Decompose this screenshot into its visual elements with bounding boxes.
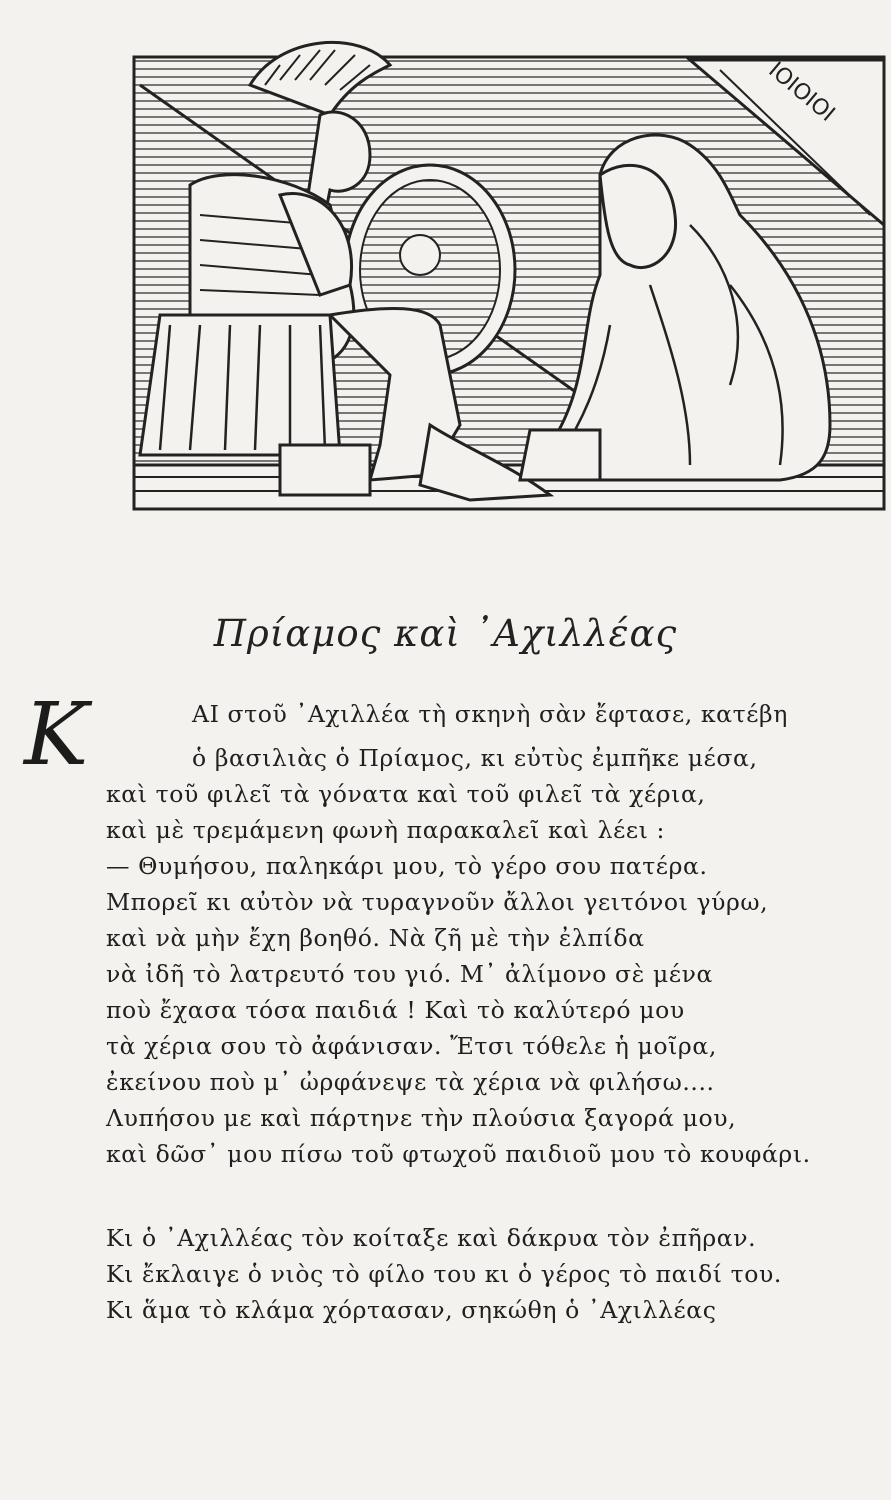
poem-line: ἐκείνου ποὺ μ᾿ ὠρφάνεψε τὰ χέρια νὰ φιλήσω.... — [106, 1068, 715, 1096]
poem-line: Μπορεῖ κι αὐτὸν νὰ τυραγνοῦν ἄλλοι γειτόνοι γύρω, — [106, 888, 769, 916]
drop-cap: Κ — [24, 685, 89, 785]
poem-line: Λυπήσου με καὶ πάρτηνε τὴν πλούσια ξαγορά μου, — [106, 1104, 737, 1132]
poem-line: καὶ μὲ τρεμάμενη φωνὴ παρακαλεῖ καὶ λέει : — [106, 816, 666, 844]
poem-line: τὰ χέρια σου τὸ ἀφάνισαν. Ἔτσι τόθελε ἡ μοῖρα, — [106, 1032, 717, 1060]
poem-line: ποὺ ἔχασα τόσα παιδιά ! Καὶ τὸ καλύτερό μου — [106, 996, 685, 1024]
poem-line: καὶ νὰ μὴν ἔχη βοηθό. Νὰ ζῆ μὲ τὴν ἐλπίδα — [106, 924, 645, 952]
poem-line: Κι ἅμα τὸ κλάμα χόρτασαν, σηκώθη ὁ ᾿Αχιλλέας — [106, 1296, 717, 1324]
achilles-priam-drawing — [130, 25, 890, 515]
poem-line: Κι ἔκλαιγε ὁ νιὸς τὸ φίλο του κι ὁ γέρος τὸ παιδί του. — [106, 1260, 782, 1288]
poem-line: νὰ ἰδῆ τὸ λατρευτό του γιό. Μ᾿ ἀλίμονο σὲ μένα — [106, 960, 713, 988]
poem-line: καὶ τοῦ φιλεῖ τὰ γόνατα καὶ τοῦ φιλεῖ τὰ χέρια, — [106, 780, 706, 808]
poem-line: ὁ βασιλιὰς ὁ Πρίαμος, κι εὐτὺς ἐμπῆκε μέσα, — [192, 744, 758, 772]
poem-line: καὶ δῶσ᾿ μου πίσω τοῦ φτωχοῦ παιδιοῦ μου τὸ κουφάρι. — [106, 1140, 811, 1168]
gorgon-emblem — [400, 235, 440, 275]
column-inscription: ΙΟΙΟΙΟΙ — [763, 57, 840, 127]
poem-line: ΑΙ στοῦ ᾿Αχιλλέα τὴ σκηνὴ σὰν ἔφτασε, κατέβη — [192, 700, 788, 728]
poem-line: — Θυμήσου, παληκάρι μου, τὸ γέρο σου πατέρα. — [106, 852, 708, 880]
woodcut-illustration — [130, 25, 890, 515]
poem-line: Κι ὁ ᾿Αχιλλέας τὸν κοίταξε καὶ δάκρυα τὸν ἐπῆραν. — [106, 1224, 757, 1252]
poem-title: Πρίαμος καὶ ᾿Αχιλλέας — [213, 612, 678, 655]
